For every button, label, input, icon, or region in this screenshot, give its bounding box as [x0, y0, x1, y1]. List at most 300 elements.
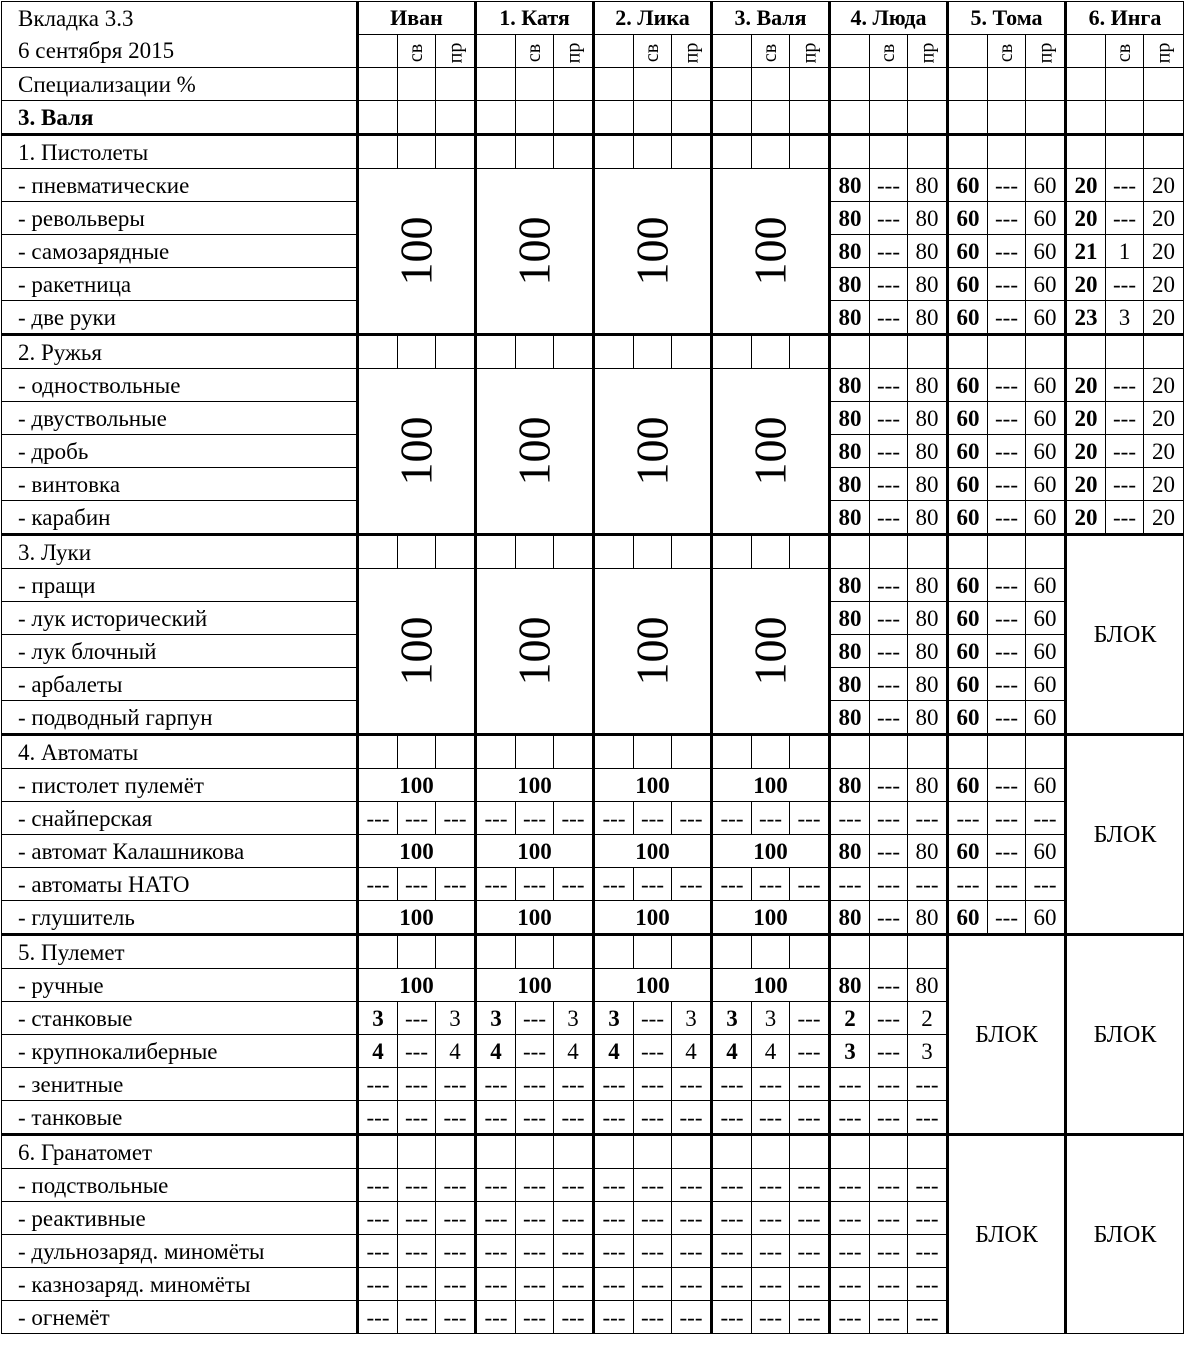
value-cell: ---	[870, 369, 908, 402]
empty-cell	[752, 535, 790, 569]
dash-cell: ---	[358, 1301, 398, 1334]
value-cell: 80	[830, 569, 870, 602]
value-cell: 60	[948, 268, 988, 301]
value-cell: ---	[988, 835, 1026, 868]
value-cell: 80	[830, 369, 870, 402]
empty-cell	[594, 335, 634, 369]
merged-100-cell	[594, 169, 712, 335]
empty-cell	[752, 935, 790, 969]
dash-cell: ---	[436, 802, 476, 835]
dash-cell: ---	[988, 802, 1026, 835]
dash-cell: ---	[672, 1202, 712, 1235]
value-cell: 60	[948, 369, 988, 402]
value-cell: 80	[908, 169, 948, 202]
sub-pr-text: пр	[679, 42, 702, 63]
dash-cell: ---	[948, 802, 988, 835]
empty-cell	[712, 68, 752, 101]
empty-cell	[594, 735, 634, 769]
empty-cell	[830, 935, 870, 969]
section-title-row	[2, 1135, 1184, 1169]
data-row	[2, 769, 1184, 802]
dash-cell: ---	[672, 802, 712, 835]
empty-cell	[554, 335, 594, 369]
empty-cell	[870, 735, 908, 769]
data-row	[2, 835, 1184, 868]
row-label: - автомат Калашникова	[2, 835, 358, 868]
empty-cell	[634, 335, 672, 369]
value-cell: 60	[948, 169, 988, 202]
empty-cell	[712, 735, 752, 769]
value-cell: 4	[476, 1035, 516, 1068]
dash-cell: ---	[830, 1068, 870, 1101]
value-cell: 60	[1026, 668, 1066, 701]
section-title-row	[2, 735, 1184, 769]
empty-cell	[634, 935, 672, 969]
empty-cell	[1144, 101, 1184, 135]
empty-cell	[1144, 335, 1184, 369]
row-label: - лук блочный	[2, 635, 358, 668]
empty-cell	[516, 68, 554, 101]
empty-cell	[436, 1135, 476, 1169]
value-cell: ---	[1106, 402, 1144, 435]
row-label: - двуствольные	[2, 402, 358, 435]
value-cell: 80	[830, 969, 870, 1002]
dash-cell: ---	[752, 802, 790, 835]
empty-cell	[634, 535, 672, 569]
merged-value-cell: 100	[476, 901, 594, 935]
empty-cell	[436, 68, 476, 101]
empty-cell	[908, 68, 948, 101]
empty-cell	[516, 535, 554, 569]
value-cell: ---	[870, 235, 908, 268]
empty-cell	[988, 135, 1026, 169]
dash-cell: ---	[712, 802, 752, 835]
value-cell: 4	[358, 1035, 398, 1068]
merged-value-cell: 100	[358, 835, 476, 868]
value-cell: ---	[988, 369, 1026, 402]
dash-cell: ---	[712, 1101, 752, 1135]
merged-value-cell: 100	[358, 901, 476, 935]
dash-cell: ---	[870, 1068, 908, 1101]
merged-value-cell: 100	[594, 901, 712, 935]
merged-100-cell	[476, 369, 594, 535]
sheet-title: Вкладка 3.3	[2, 2, 358, 35]
dash-cell: ---	[516, 1068, 554, 1101]
empty-cell	[1144, 135, 1184, 169]
value-cell: ---	[870, 435, 908, 468]
merged-100-text: 100	[508, 216, 560, 286]
value-cell: 80	[908, 668, 948, 701]
value-cell: 3	[594, 1002, 634, 1035]
dash-cell: ---	[908, 802, 948, 835]
value-cell: ---	[870, 701, 908, 735]
value-cell: 60	[1026, 569, 1066, 602]
merged-100-text: 100	[744, 616, 796, 686]
empty-cell	[830, 535, 870, 569]
value-cell: 60	[1026, 769, 1066, 802]
merged-100-text: 100	[744, 216, 796, 286]
empty-cell	[752, 735, 790, 769]
empty-cell	[908, 1135, 948, 1169]
dash-cell: ---	[594, 1169, 634, 1202]
dash-cell: ---	[870, 868, 908, 901]
person-name: 1. Катя	[476, 2, 594, 35]
block-cell: БЛОК	[948, 935, 1066, 1135]
value-cell: ---	[870, 1002, 908, 1035]
dash-cell: ---	[790, 802, 830, 835]
value-cell: ---	[870, 1035, 908, 1068]
dash-cell: ---	[554, 1268, 594, 1301]
empty-cell	[672, 935, 712, 969]
dash-cell: ---	[870, 1235, 908, 1268]
row-label: - одноствольные	[2, 369, 358, 402]
empty-cell	[358, 535, 398, 569]
dash-cell: ---	[908, 868, 948, 901]
merged-value-cell: 100	[594, 835, 712, 868]
dash-cell: ---	[358, 868, 398, 901]
dash-cell: ---	[830, 1202, 870, 1235]
value-cell: 3	[476, 1002, 516, 1035]
dash-cell: ---	[554, 868, 594, 901]
sub-empty	[830, 35, 870, 68]
merged-100-text: 100	[744, 416, 796, 486]
dash-cell: ---	[634, 1068, 672, 1101]
merged-100-cell	[594, 569, 712, 735]
dash-cell: ---	[830, 1235, 870, 1268]
merged-100-cell	[358, 569, 476, 735]
dash-cell: ---	[672, 868, 712, 901]
dash-cell: ---	[672, 1301, 712, 1334]
value-cell: ---	[870, 202, 908, 235]
merged-value-cell: 100	[712, 769, 830, 802]
value-cell: ---	[988, 402, 1026, 435]
empty-cell	[554, 735, 594, 769]
dash-cell: ---	[398, 1301, 436, 1334]
empty-cell	[436, 135, 476, 169]
value-cell: 60	[948, 301, 988, 335]
person-name: 3. Валя	[712, 2, 830, 35]
value-cell: 80	[908, 202, 948, 235]
value-cell: 80	[908, 435, 948, 468]
empty-cell	[790, 1135, 830, 1169]
value-cell: ---	[988, 301, 1026, 335]
value-cell: ---	[1106, 202, 1144, 235]
dash-cell: ---	[594, 868, 634, 901]
row-label: - крупнокалиберные	[2, 1035, 358, 1068]
empty-cell	[752, 135, 790, 169]
empty-cell	[476, 68, 516, 101]
value-cell: ---	[988, 668, 1026, 701]
subheader-row	[2, 35, 1184, 68]
empty-cell	[948, 335, 988, 369]
value-cell: 60	[1026, 435, 1066, 468]
value-cell: 60	[948, 769, 988, 802]
dash-cell: ---	[516, 1169, 554, 1202]
merged-100-text: 100	[626, 216, 678, 286]
empty-cell	[516, 101, 554, 135]
dash-cell: ---	[712, 1268, 752, 1301]
merged-100-cell	[712, 169, 830, 335]
empty-cell	[672, 735, 712, 769]
value-cell: ---	[988, 635, 1026, 668]
section-title: 4. Автоматы	[2, 735, 358, 769]
dash-cell: ---	[436, 1101, 476, 1135]
empty-cell	[870, 68, 908, 101]
merged-value-cell: 100	[476, 835, 594, 868]
value-cell: ---	[988, 235, 1026, 268]
value-cell: ---	[988, 569, 1026, 602]
dash-cell: ---	[790, 1202, 830, 1235]
value-cell: 4	[554, 1035, 594, 1068]
dash-cell: ---	[752, 1101, 790, 1135]
empty-cell	[516, 1135, 554, 1169]
empty-cell	[594, 935, 634, 969]
block-cell: БЛОК	[1066, 1135, 1184, 1334]
data-row	[2, 802, 1184, 835]
merged-100-text: 100	[626, 616, 678, 686]
sheet-date: 6 сентября 2015	[2, 35, 358, 68]
dash-cell: ---	[436, 1268, 476, 1301]
dash-cell: ---	[516, 868, 554, 901]
sub-pr-text: пр	[561, 42, 584, 63]
block-cell: БЛОК	[1066, 935, 1184, 1135]
value-cell: ---	[870, 835, 908, 868]
value-cell: 80	[908, 369, 948, 402]
merged-value-cell: 100	[358, 969, 476, 1002]
empty-cell	[988, 535, 1026, 569]
sub-sv	[516, 35, 554, 68]
value-cell: 80	[908, 468, 948, 501]
sub-sv	[870, 35, 908, 68]
dash-cell: ---	[790, 1169, 830, 1202]
dash-cell: ---	[672, 1101, 712, 1135]
value-cell: 20	[1066, 468, 1106, 501]
section-title: 2. Ружья	[2, 335, 358, 369]
value-cell: 60	[1026, 301, 1066, 335]
empty-cell	[398, 735, 436, 769]
value-cell: 60	[948, 402, 988, 435]
value-cell: 2	[908, 1002, 948, 1035]
value-cell: ---	[790, 1035, 830, 1068]
dash-cell: ---	[790, 1068, 830, 1101]
merged-100-text: 100	[390, 616, 442, 686]
dash-cell: ---	[436, 1301, 476, 1334]
value-cell: ---	[870, 169, 908, 202]
dash-cell: ---	[476, 1202, 516, 1235]
empty-cell	[948, 135, 988, 169]
sub-sv	[752, 35, 790, 68]
merged-value-cell: 100	[712, 835, 830, 868]
empty-cell	[752, 1135, 790, 1169]
value-cell: ---	[870, 468, 908, 501]
merged-100-cell	[712, 569, 830, 735]
empty-cell	[908, 735, 948, 769]
dash-cell: ---	[634, 802, 672, 835]
row-label: - глушитель	[2, 901, 358, 935]
value-cell: 3	[712, 1002, 752, 1035]
row-label: - лук исторический	[2, 602, 358, 635]
value-cell: 60	[948, 235, 988, 268]
merged-100-cell	[476, 569, 594, 735]
empty-cell	[516, 335, 554, 369]
dash-cell: ---	[790, 868, 830, 901]
empty-cell	[398, 535, 436, 569]
top-row-label: Специализации %	[2, 68, 358, 101]
empty-cell	[516, 735, 554, 769]
dash-cell: ---	[594, 1301, 634, 1334]
row-label: - казнозаряд. миномёты	[2, 1268, 358, 1301]
value-cell: 80	[830, 901, 870, 935]
section-title-row	[2, 535, 1184, 569]
dash-cell: ---	[516, 1235, 554, 1268]
value-cell: ---	[1106, 268, 1144, 301]
empty-cell	[398, 1135, 436, 1169]
empty-cell	[790, 935, 830, 969]
empty-cell	[830, 735, 870, 769]
value-cell: 80	[830, 835, 870, 868]
dash-cell: ---	[752, 1202, 790, 1235]
value-cell: ---	[870, 901, 908, 935]
dash-cell: ---	[554, 1101, 594, 1135]
empty-cell	[672, 535, 712, 569]
merged-value-cell: 100	[712, 901, 830, 935]
dash-cell: ---	[752, 1068, 790, 1101]
merged-value-cell: 100	[358, 769, 476, 802]
value-cell: 20	[1144, 235, 1184, 268]
value-cell: ---	[870, 769, 908, 802]
value-cell: 60	[1026, 169, 1066, 202]
dash-cell: ---	[790, 1301, 830, 1334]
value-cell: 80	[830, 501, 870, 535]
value-cell: 80	[830, 268, 870, 301]
dash-cell: ---	[554, 1235, 594, 1268]
section-title: 5. Пулемет	[2, 935, 358, 969]
empty-cell	[554, 1135, 594, 1169]
dash-cell: ---	[870, 1268, 908, 1301]
empty-cell	[988, 735, 1026, 769]
empty-cell	[790, 135, 830, 169]
dash-cell: ---	[634, 1235, 672, 1268]
empty-cell	[398, 335, 436, 369]
value-cell: 60	[948, 602, 988, 635]
sub-sv-text: св	[1113, 43, 1136, 62]
dash-cell: ---	[476, 1169, 516, 1202]
section-title: 3. Луки	[2, 535, 358, 569]
dash-cell: ---	[358, 1235, 398, 1268]
sub-empty	[1066, 35, 1106, 68]
empty-cell	[1106, 68, 1144, 101]
dash-cell: ---	[358, 1169, 398, 1202]
sub-sv-text: св	[995, 43, 1018, 62]
value-cell: 80	[908, 969, 948, 1002]
empty-cell	[672, 1135, 712, 1169]
dash-cell: ---	[516, 1101, 554, 1135]
empty-cell	[830, 1135, 870, 1169]
empty-cell	[554, 135, 594, 169]
dash-cell: ---	[672, 1268, 712, 1301]
empty-cell	[948, 535, 988, 569]
dash-cell: ---	[752, 1235, 790, 1268]
row-label: - автоматы НАТО	[2, 868, 358, 901]
dash-cell: ---	[790, 1235, 830, 1268]
dash-cell: ---	[436, 1169, 476, 1202]
dash-cell: ---	[948, 868, 988, 901]
value-cell: ---	[1106, 468, 1144, 501]
value-cell: 80	[830, 468, 870, 501]
empty-cell	[634, 1135, 672, 1169]
empty-cell	[398, 68, 436, 101]
empty-cell	[1026, 101, 1066, 135]
value-cell: 60	[1026, 901, 1066, 935]
empty-cell	[908, 935, 948, 969]
merged-value-cell: 100	[476, 769, 594, 802]
sub-empty	[712, 35, 752, 68]
row-label: - карабин	[2, 501, 358, 535]
value-cell: 60	[1026, 635, 1066, 668]
dash-cell: ---	[476, 1235, 516, 1268]
empty-cell	[712, 101, 752, 135]
empty-cell	[712, 335, 752, 369]
empty-cell	[1066, 101, 1106, 135]
empty-cell	[634, 101, 672, 135]
empty-cell	[554, 68, 594, 101]
merged-100-text: 100	[626, 416, 678, 486]
sub-pr-text: пр	[915, 42, 938, 63]
dash-cell: ---	[516, 1268, 554, 1301]
merged-value-cell: 100	[476, 969, 594, 1002]
value-cell: 80	[908, 301, 948, 335]
dash-cell: ---	[712, 1169, 752, 1202]
empty-cell	[1066, 135, 1106, 169]
empty-cell	[988, 68, 1026, 101]
sub-empty	[948, 35, 988, 68]
empty-cell	[398, 135, 436, 169]
value-cell: ---	[516, 1035, 554, 1068]
value-cell: ---	[988, 769, 1026, 802]
dash-cell: ---	[830, 1301, 870, 1334]
empty-cell	[1026, 535, 1066, 569]
empty-cell	[870, 935, 908, 969]
value-cell: 60	[1026, 402, 1066, 435]
row-label: - пистолет пулемёт	[2, 769, 358, 802]
value-cell: 60	[948, 901, 988, 935]
value-cell: ---	[1106, 435, 1144, 468]
value-cell: 80	[830, 668, 870, 701]
empty-cell	[1066, 335, 1106, 369]
data-row	[2, 369, 1184, 402]
dash-cell: ---	[712, 1301, 752, 1334]
value-cell: 60	[1026, 835, 1066, 868]
dash-cell: ---	[436, 1202, 476, 1235]
empty-cell	[554, 935, 594, 969]
empty-cell	[1026, 68, 1066, 101]
sub-sv-text: св	[523, 43, 546, 62]
value-cell: 60	[1026, 602, 1066, 635]
person-name: 6. Инга	[1066, 2, 1184, 35]
value-cell: 80	[908, 635, 948, 668]
dash-cell: ---	[594, 1268, 634, 1301]
sub-sv	[398, 35, 436, 68]
empty-cell	[830, 335, 870, 369]
dash-cell: ---	[712, 1202, 752, 1235]
data-row	[2, 569, 1184, 602]
empty-cell	[908, 135, 948, 169]
value-cell: 20	[1066, 501, 1106, 535]
empty-cell	[358, 335, 398, 369]
value-cell: 80	[908, 235, 948, 268]
dash-cell: ---	[830, 1101, 870, 1135]
empty-cell	[594, 535, 634, 569]
